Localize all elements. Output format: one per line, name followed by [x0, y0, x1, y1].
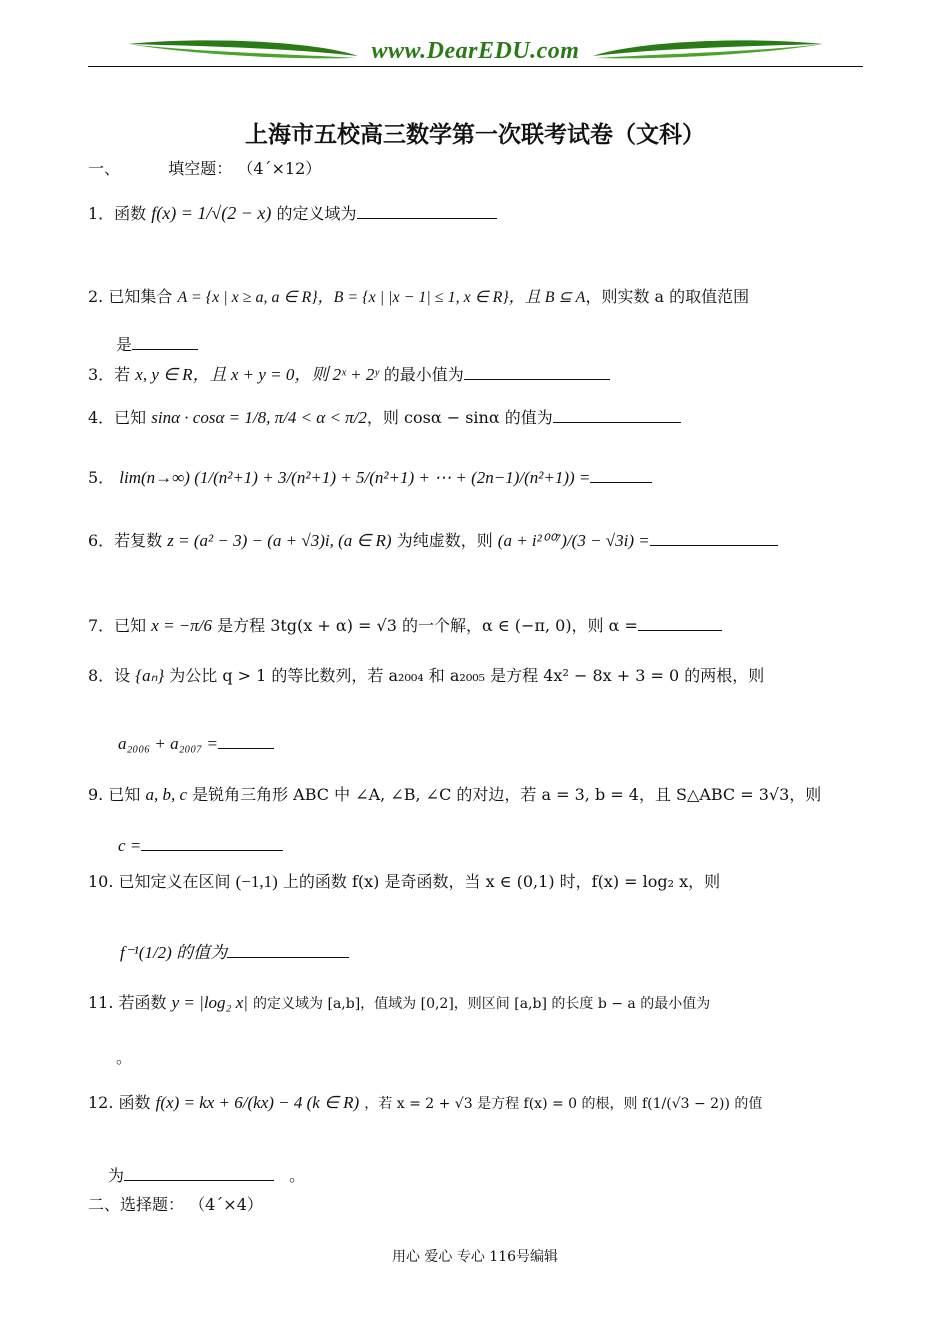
q12-lead: 12. 函数: [88, 1093, 151, 1112]
q5-answer-blank: [590, 468, 652, 483]
section1-score: （4´×12）: [237, 159, 322, 178]
q8-cont: a₂₀₀₆ + a₂₀₀₇ =: [118, 734, 218, 753]
question-12-cont: [108, 1166, 305, 1185]
q12-cont: 为: [108, 1166, 125, 1185]
section1-name: 填空题：: [168, 159, 233, 178]
q10-answer-blank: [227, 943, 349, 958]
question-4: [88, 408, 681, 428]
q6-tail: 为纯虚数，则: [396, 531, 493, 550]
q8-answer-blank: [218, 734, 274, 749]
q1-answer-blank: [357, 204, 497, 219]
q3-tail: 的最小值为: [383, 365, 464, 384]
q8-tail: 为公比 q > 1 的等比数列，若 a₂₀₀₄ 和 a₂₀₀₅ 是方程 4x² − 8x + 3 = 0 的两根，则: [169, 666, 765, 685]
question-6: [88, 531, 778, 551]
q5-lead: 5．: [88, 468, 115, 487]
section1-heading: [88, 156, 321, 179]
question-7: [88, 616, 722, 636]
q2-cont: 是: [116, 335, 133, 354]
section2-heading: [88, 1192, 263, 1215]
q8-math: {aₙ}: [135, 666, 165, 685]
q6-lead: 6．若复数: [88, 531, 163, 550]
q12-tail: ，若 x = 2 + √3 是方程 f(x) = 0 的根，则 f(1/(√3 − 2)) 的值: [364, 1096, 763, 1112]
header-rule: [88, 66, 863, 67]
q11-tail: 的定义域为 [a,b]，值域为 [0,2]，则区间 [a,b] 的长度 b − a 的最小值为: [253, 996, 711, 1012]
q9-tail: 是锐角三角形 ABC 中 ∠A, ∠B, ∠C 的对边，若 a = 3, b = 4，且 S△ABC = 3√3，则: [192, 785, 822, 804]
q10-cont: f⁻¹(1/2) 的值为: [120, 943, 228, 962]
q1-tail: 的定义域为: [276, 204, 357, 223]
q10-tail: 上的函数 f(x) 是奇函数，当 x ∈ (0,1) 时，f(x) = log₂ x，则: [282, 872, 721, 891]
q2-lead: 2. 已知集合: [88, 287, 173, 306]
question-8: [88, 666, 764, 686]
q7-tail: 是方程 3tg(x + α) = √3 的一个解，α ∈ (−π, 0)，则 α =: [217, 616, 638, 635]
q3-math: x, y ∈ R，且 x + y = 0，则 2ˣ + 2ʸ: [135, 365, 379, 384]
question-3: [88, 365, 610, 385]
q1-lead: 1．函数: [88, 204, 147, 223]
q7-lead: 7．已知: [88, 616, 147, 635]
q4-math: sinα · cosα = 1/8, π/4 < α < π/2: [151, 408, 367, 427]
q10-lead: 10. 已知定义在区间: [88, 872, 231, 891]
q3-answer-blank: [464, 365, 610, 380]
q2-tail: ，则实数 a 的取值范围: [585, 287, 750, 306]
question-10-cont: [120, 943, 349, 963]
q8-lead: 8．设: [88, 666, 131, 685]
q11-math: y = |log₂ x|: [171, 993, 248, 1012]
page-title: 上海市五校高三数学第一次联考试卷（文科）: [245, 121, 705, 148]
q3-lead: 3．若: [88, 365, 131, 384]
q4-lead: 4．已知: [88, 408, 147, 427]
site-name: www.DearEDU.com: [371, 38, 580, 64]
question-5: [88, 468, 652, 488]
question-10: [88, 872, 720, 892]
q4-answer-blank: [553, 408, 681, 423]
question-8-cont: [118, 734, 274, 754]
q12-end: 。: [289, 1166, 306, 1185]
question-9: [88, 785, 821, 805]
question-11: [88, 993, 710, 1013]
q9-cont: c =: [118, 836, 142, 855]
q6-answer-blank: [650, 531, 778, 546]
page-footer: 用心 爱心 专心 116号编辑: [391, 1249, 559, 1265]
q2-math: A = {x | x ≥ a, a ∈ R}，B = {x | |x − 1| ≤ 1, x ∈ R}，且 B ⊆ A: [177, 289, 586, 306]
question-2-cont: [116, 335, 198, 354]
q2-answer-blank: [132, 335, 198, 350]
question-12: [88, 1093, 762, 1113]
q7-answer-blank: [638, 616, 722, 631]
q11-lead: 11. 若函数: [88, 993, 167, 1012]
q7-math: x = −π/6: [151, 616, 213, 635]
q11-cont: 。: [116, 1048, 133, 1067]
section2-label: 二、选择题：: [88, 1195, 185, 1214]
q4-tail: ，则 cosα − sinα 的值为: [366, 408, 553, 427]
q12-math: f(x) = kx + 6/(kx) − 4 (k ∈ R): [155, 1093, 360, 1112]
q5-math: lim(n→∞) (1/(n²+1) + 3/(n²+1) + 5/(n²+1) + ⋯ + (2n−1)/(n²+1)) =: [119, 468, 591, 487]
q10-math: (−1,1): [235, 872, 278, 891]
question-2: [88, 287, 749, 307]
question-11-cont: [116, 1048, 132, 1067]
question-1: [88, 203, 497, 225]
q9-answer-blank: [141, 836, 283, 851]
site-banner: [88, 30, 863, 70]
q9-math: a, b, c: [145, 785, 187, 804]
q6-math2: (a + i²⁰⁰⁷)/(3 − √3i) =: [497, 531, 650, 550]
q12-answer-blank: [124, 1166, 274, 1181]
q1-math: f(x) = 1/√(2 − x): [151, 203, 272, 223]
q6-math: z = (a² − 3) − (a + √3)i, (a ∈ R): [167, 531, 392, 550]
q9-lead: 9. 已知: [88, 785, 141, 804]
section1-label: 一、: [88, 159, 121, 178]
question-9-cont: [118, 836, 283, 856]
section2-score: （4´×4）: [189, 1195, 263, 1214]
